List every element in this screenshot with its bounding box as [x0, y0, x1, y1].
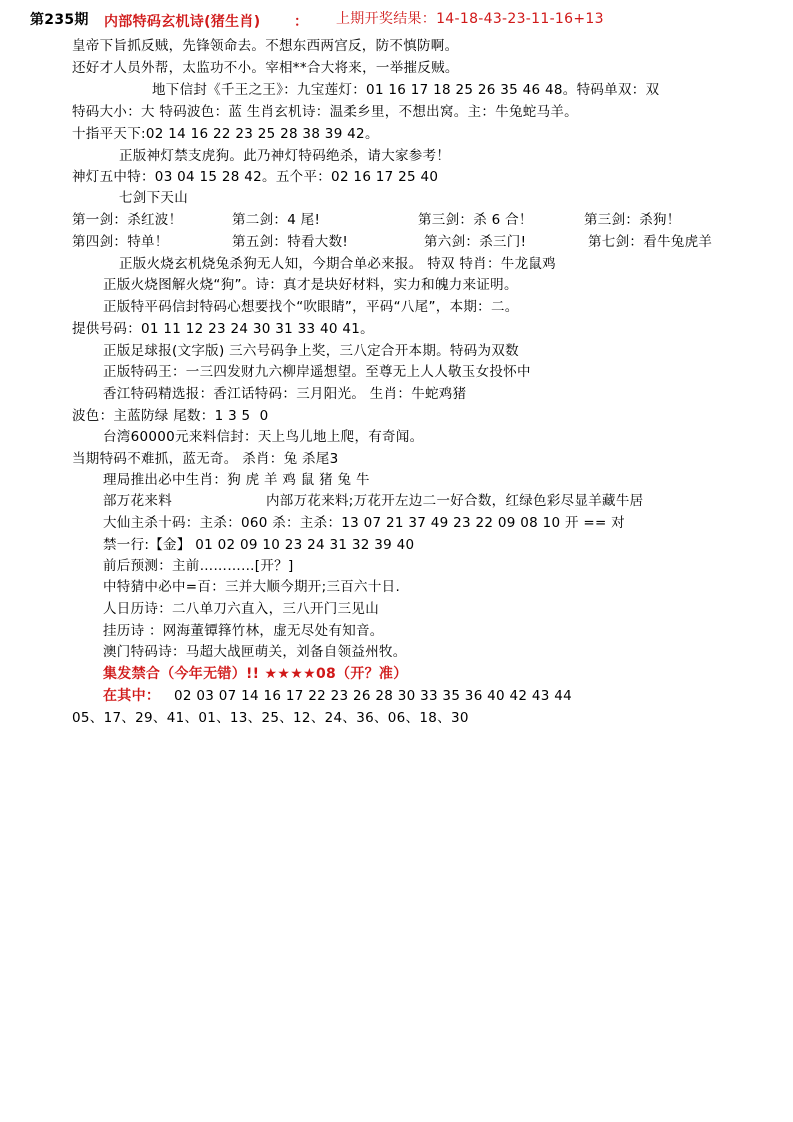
poem-title: 内部特码玄机诗(猪生肖): [104, 14, 261, 30]
sword-item: 第一剑：杀红波！: [72, 212, 183, 228]
highlight-label: 在其中：: [103, 688, 161, 704]
text-line: 香江特码精选报：香江话特码：三月阳光。 生肖：牛蛇鸡猪: [103, 386, 467, 402]
text-line: 皇帝下旨抓反贼，先锋领命去。不想东西两宫反，防不慎防啊。: [72, 38, 459, 54]
issue-number: 第235期: [30, 12, 89, 28]
sword-item: 第三剑：杀狗！: [584, 212, 681, 228]
number-list: 05、17、29、41、01、13、25、12、24、36、06、18、30: [72, 710, 469, 726]
text-line: 地下信封《千王之王》：九宝莲灯：01 16 17 18 25 26 35 46 48。特码单双：双: [152, 82, 660, 98]
text-line: 十指平天下:02 14 16 22 23 25 28 38 39 42。: [72, 126, 379, 142]
text-line: 内部万花来料;万花开左边二一好合数，红绿色彩尽显羊藏牛居: [266, 493, 644, 509]
text-line: 正版特平码信封特码心想要找个“吹眼睛”，平码“八尾”，本期：二。: [103, 299, 519, 315]
text-line: 人日历诗：二八单刀六直入，三八开门三见山: [103, 601, 379, 617]
text-line: 澳门特码诗：马超大战匣萌关，刘备自领益州牧。: [103, 644, 407, 660]
text-line: 正版神灯禁支虎狗。此乃神灯特码绝杀，请大家参考！: [119, 148, 451, 164]
sword-item: 第二剑：4 尾!: [232, 212, 321, 228]
sword-item: 第六剑：杀三门!: [424, 234, 527, 250]
text-line: 禁一行:【金】 01 02 09 10 23 24 31 32 39 40: [103, 537, 415, 553]
text-line: 特码大小：大 特码波色：蓝 生肖玄机诗：温柔乡里，不想出窝。主：牛兔蛇马羊。: [72, 104, 578, 120]
text-line: 正版足球报(文字版) 三六号码争上奖，三八定合开本期。特码为双数: [103, 343, 519, 359]
number-list: 02 03 07 14 16 17 22 23 26 28 30 33 35 36 40 42 43 44: [174, 688, 573, 704]
sword-item: 第五剑：特看大数!: [232, 234, 349, 250]
section-heading: 七剑下天山: [119, 190, 188, 206]
last-result: 上期开奖结果：14-18-43-23-11-16+13: [336, 11, 604, 27]
text-line: 提供号码：01 11 12 23 24 30 31 33 40 41。: [72, 321, 374, 337]
sword-item: 第四剑：特单！: [72, 234, 169, 250]
header-colon: ：: [294, 14, 309, 30]
text-line: 正版火烧图解火烧“狗”。诗：真才是块好材料，实力和魄力来证明。: [103, 277, 518, 293]
text-line: 理局推出必中生肖：狗 虎 羊 鸡 鼠 猪 兔 牛: [103, 472, 370, 488]
text-line: 大仙主杀十码：主杀：060 杀：主杀：13 07 21 37 49 23 22 09 08 10 开 == 对: [103, 515, 625, 531]
text-line: 当期特码不难抓，蓝无奇。 杀肖：兔 杀尾3: [72, 451, 339, 467]
sword-item: 第三剑：杀 6 合！: [418, 212, 533, 228]
sword-item: 第七剑：看牛兔虎羊: [588, 234, 713, 250]
text-line: 台湾60000元来料信封：天上鸟儿地上爬，有奇闻。: [103, 429, 424, 445]
text-line: 正版火烧玄机烧兔杀狗无人知，今期合单必来报。 特双 特肖：牛龙鼠鸡: [119, 256, 556, 272]
text-line: 部万花来料: [103, 493, 172, 509]
text-line: 正版特码王：一三四发财九六柳岸遥想望。至尊无上人人敬玉女投怀中: [103, 364, 531, 380]
text-line: 挂历诗 ：网海董镡箨竹林，虚无尽处有知音。: [103, 623, 384, 639]
text-line: 神灯五中特：03 04 15 28 42。五个平：02 16 17 25 40: [72, 169, 439, 185]
text-line: 前后预测：主前…………[开？]: [103, 558, 294, 574]
text-line: 还好才人员外帮，太监功不小。宰相**合大将来，一举摧反贼。: [72, 60, 459, 76]
highlight-line: 集发禁合（今年无错）!! ★★★★08（开？准）: [103, 666, 408, 682]
text-line: 波色：主蓝防绿 尾数：1 3 5 0: [72, 408, 269, 424]
text-line: 中特猜中必中=百：三并大顺今期开;三百六十日.: [103, 579, 401, 595]
